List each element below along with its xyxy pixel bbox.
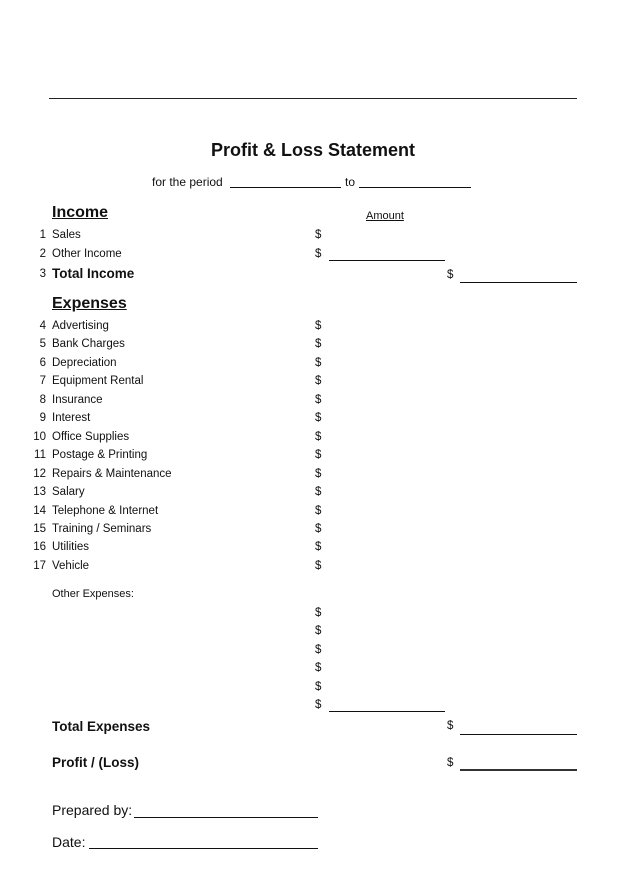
currency-symbol: $: [315, 412, 322, 425]
line-label: Sales: [52, 229, 81, 241]
line-label: Depreciation: [52, 356, 117, 369]
line-label: Vehicle: [52, 559, 90, 572]
line-label: Postage & Printing: [52, 449, 148, 462]
currency-symbol: $: [315, 680, 322, 693]
line-number: 4: [39, 320, 46, 332]
line-label: Telephone & Internet: [52, 504, 159, 517]
period-end-field[interactable]: [359, 187, 471, 188]
line-number: 15: [33, 522, 46, 535]
currency-symbol: $: [315, 699, 322, 711]
total-income-label: Total Income: [52, 266, 135, 281]
line-number: 14: [33, 504, 46, 517]
currency-symbol: $: [315, 559, 322, 572]
line-label: Salary: [52, 486, 85, 499]
total-expenses-label: Total Expenses: [52, 719, 151, 734]
currency-symbol: $: [315, 248, 322, 260]
line-number: 12: [33, 467, 46, 480]
currency-symbol: $: [315, 393, 322, 406]
line-number: 1: [39, 229, 46, 241]
line-label: Office Supplies: [52, 430, 130, 443]
other-expenses-total-field[interactable]: [329, 711, 445, 712]
currency-symbol: $: [315, 541, 322, 554]
line-number: 10: [33, 430, 46, 443]
other-income-field[interactable]: [329, 260, 445, 261]
line-label: Repairs & Maintenance: [52, 467, 172, 480]
profit-loss-field[interactable]: [460, 769, 577, 771]
line-number: 17: [33, 559, 46, 572]
line-label: Utilities: [52, 541, 90, 554]
date-field[interactable]: [89, 848, 318, 849]
profit-loss-currency: $: [447, 757, 454, 769]
line-label: Training / Seminars: [52, 522, 152, 535]
profit-loss-label: Profit / (Loss): [52, 755, 139, 770]
income-heading: Income: [52, 204, 109, 221]
line-label: Insurance: [52, 393, 103, 406]
date-label: Date:: [52, 834, 86, 850]
total-expenses-field[interactable]: [460, 734, 577, 735]
period-prefix: for the period: [152, 175, 223, 189]
currency-symbol: $: [315, 430, 322, 443]
expenses-heading: Expenses: [52, 295, 127, 312]
prepared-by-field[interactable]: [134, 817, 318, 818]
currency-symbol: $: [315, 607, 322, 619]
currency-symbol: $: [315, 504, 322, 517]
period-start-field[interactable]: [230, 187, 341, 188]
currency-symbol: $: [315, 522, 322, 535]
line-label: Other Income: [52, 248, 122, 260]
line-label: Interest: [52, 412, 91, 425]
top-divider: [49, 98, 577, 99]
total-income-currency: $: [447, 269, 454, 281]
line-label: Equipment Rental: [52, 375, 144, 388]
line-number: 5: [39, 338, 46, 351]
currency-symbol: $: [315, 625, 322, 638]
line-number: 2: [39, 248, 46, 260]
currency-symbol: $: [315, 320, 322, 332]
total-income-field[interactable]: [460, 282, 577, 283]
currency-symbol: $: [315, 356, 322, 369]
currency-symbol: $: [315, 486, 322, 499]
period-connector: to: [345, 175, 356, 189]
other-expenses-label: Other Expenses:: [52, 588, 134, 600]
currency-symbol: $: [315, 229, 322, 241]
currency-symbol: $: [315, 662, 322, 675]
line-number: 11: [34, 449, 46, 462]
line-number: 16: [33, 541, 46, 554]
currency-symbol: $: [315, 338, 322, 351]
currency-symbol: $: [315, 467, 322, 480]
line-number: 9: [39, 412, 46, 425]
line-label: Advertising: [52, 320, 109, 332]
currency-symbol: $: [315, 375, 322, 388]
line-number: 7: [39, 375, 46, 388]
prepared-by-label: Prepared by:: [52, 802, 133, 818]
amount-header: Amount: [366, 210, 404, 222]
line-label: Bank Charges: [52, 338, 125, 351]
currency-symbol: $: [315, 449, 322, 462]
total-expenses-currency: $: [447, 720, 454, 732]
total-income-number: 3: [39, 268, 46, 280]
line-number: 13: [33, 486, 46, 499]
line-number: 8: [39, 393, 46, 406]
page-title: Profit & Loss Statement: [210, 140, 416, 160]
currency-symbol: $: [315, 643, 322, 656]
line-number: 6: [39, 356, 46, 369]
